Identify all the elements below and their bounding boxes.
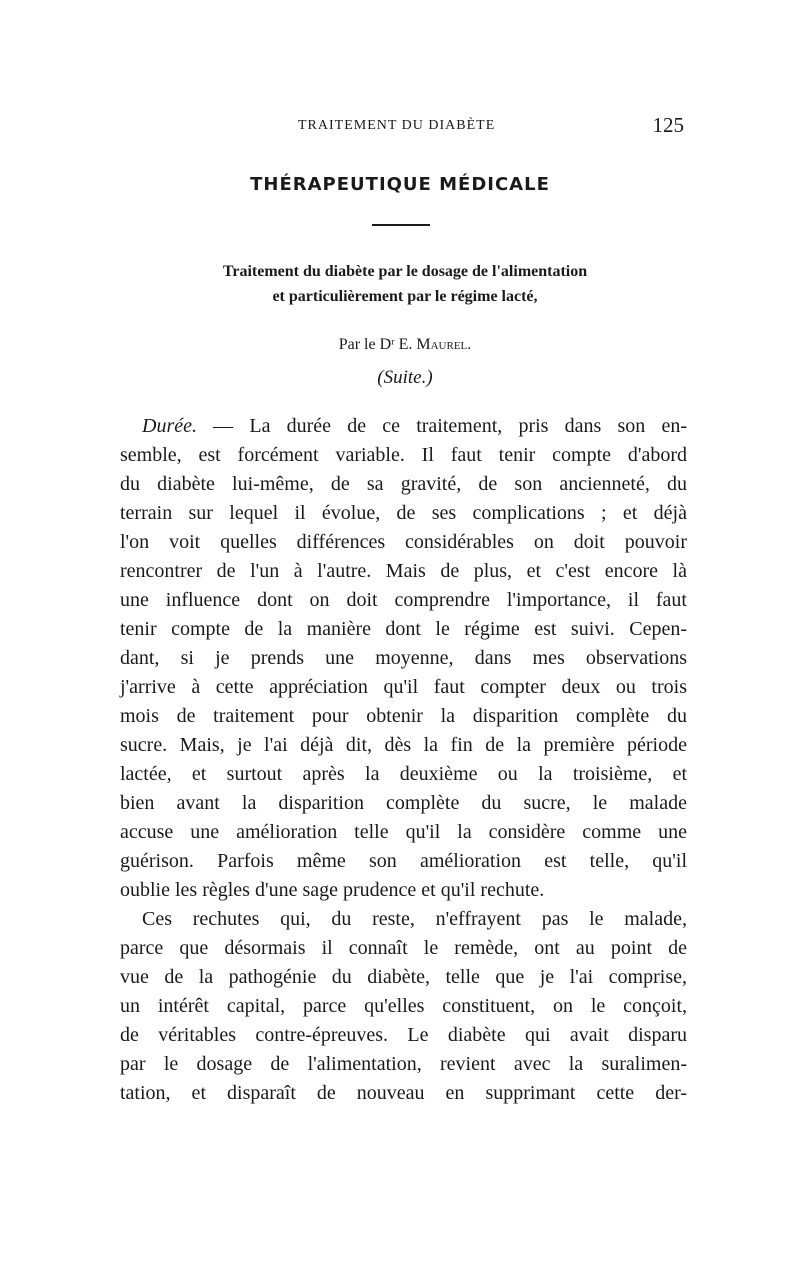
text-line: oublie les règles d'une sage prudence et qu'il rechute.: [120, 879, 545, 901]
text-line: guérison. Parfois même son amélioration est telle, qu'il: [120, 850, 687, 872]
lead-word: Durée.: [142, 415, 197, 437]
text-line-rest: — La durée de ce traitement, pris dans son en-: [196, 415, 687, 437]
text-line: de véritables contre-épreuves. Le diabète qui avait disparu: [120, 1024, 687, 1046]
article-title: [120, 259, 690, 309]
text-line: parce que désormais il connaît le remède, ont au point de: [120, 937, 687, 959]
running-title: TRAITEMENT DU DIABÈTE: [298, 118, 496, 133]
text-line: sucre. Mais, je l'ai déjà dit, dès la fin de la première période: [120, 734, 687, 756]
text-line: du diabète lui-même, de sa gravité, de son ancienneté, du: [120, 473, 687, 495]
text-line: rencontrer de l'un à l'autre. Mais de plus, et c'est encore là: [120, 560, 687, 582]
text-line: l'on voit quelles différences considérables on doit pouvoir: [120, 531, 687, 553]
author-name: Maurel.: [416, 336, 472, 353]
text-line: lactée, et surtout après la deuxième ou la troisième, et: [120, 763, 687, 785]
text-line: [120, 412, 687, 441]
article-title-line: et particulièrement par le régime lacté,: [272, 288, 538, 305]
text-line: semble, est forcément variable. Il faut tenir compte d'abord: [120, 444, 687, 466]
text-line: Ces rechutes qui, du reste, n'effrayent pas le malade,: [142, 908, 687, 930]
text-line: mois de traitement pour obtenir la disparition complète du: [120, 705, 687, 727]
title-rule: [372, 224, 430, 226]
text-line: une influence dont on doit comprendre l'importance, il faut: [120, 589, 687, 611]
text-line: accuse une amélioration telle qu'il la considère comme une: [120, 821, 687, 843]
text-line: par le dosage de l'alimentation, revient avec la suralimen-: [120, 1053, 687, 1075]
continuation-note: (Suite.): [377, 367, 433, 388]
text-line: bien avant la disparition complète du sucre, le malade: [120, 792, 687, 814]
article-title-line: Traitement du diabète par le dosage de l'alimentation: [222, 263, 588, 280]
text-line: vue de la pathogénie du diabète, telle que je l'ai comprise,: [120, 966, 687, 988]
text-line: j'arrive à cette appréciation qu'il faut compter deux ou trois: [120, 676, 687, 698]
author-line: [120, 336, 690, 354]
text-line: tation, et disparaît de nouveau en supprimant cette der-: [120, 1082, 687, 1104]
section-title: THÉRAPEUTIQUE MÉDICALE: [250, 174, 550, 195]
author-prefix: Par le Dʳ E.: [338, 336, 413, 353]
running-head: [120, 113, 690, 140]
text-line: terrain sur lequel il évolue, de ses complications ; et déjà: [120, 502, 687, 524]
body-text: [120, 412, 687, 1108]
text-line: un intérêt capital, parce qu'elles constituent, on le conçoit,: [120, 995, 687, 1017]
page-number: 125: [652, 113, 684, 137]
text-line: tenir compte de la manière dont le régime est suivi. Cepen-: [120, 618, 687, 640]
text-line: dant, si je prends une moyenne, dans mes observations: [120, 647, 687, 669]
